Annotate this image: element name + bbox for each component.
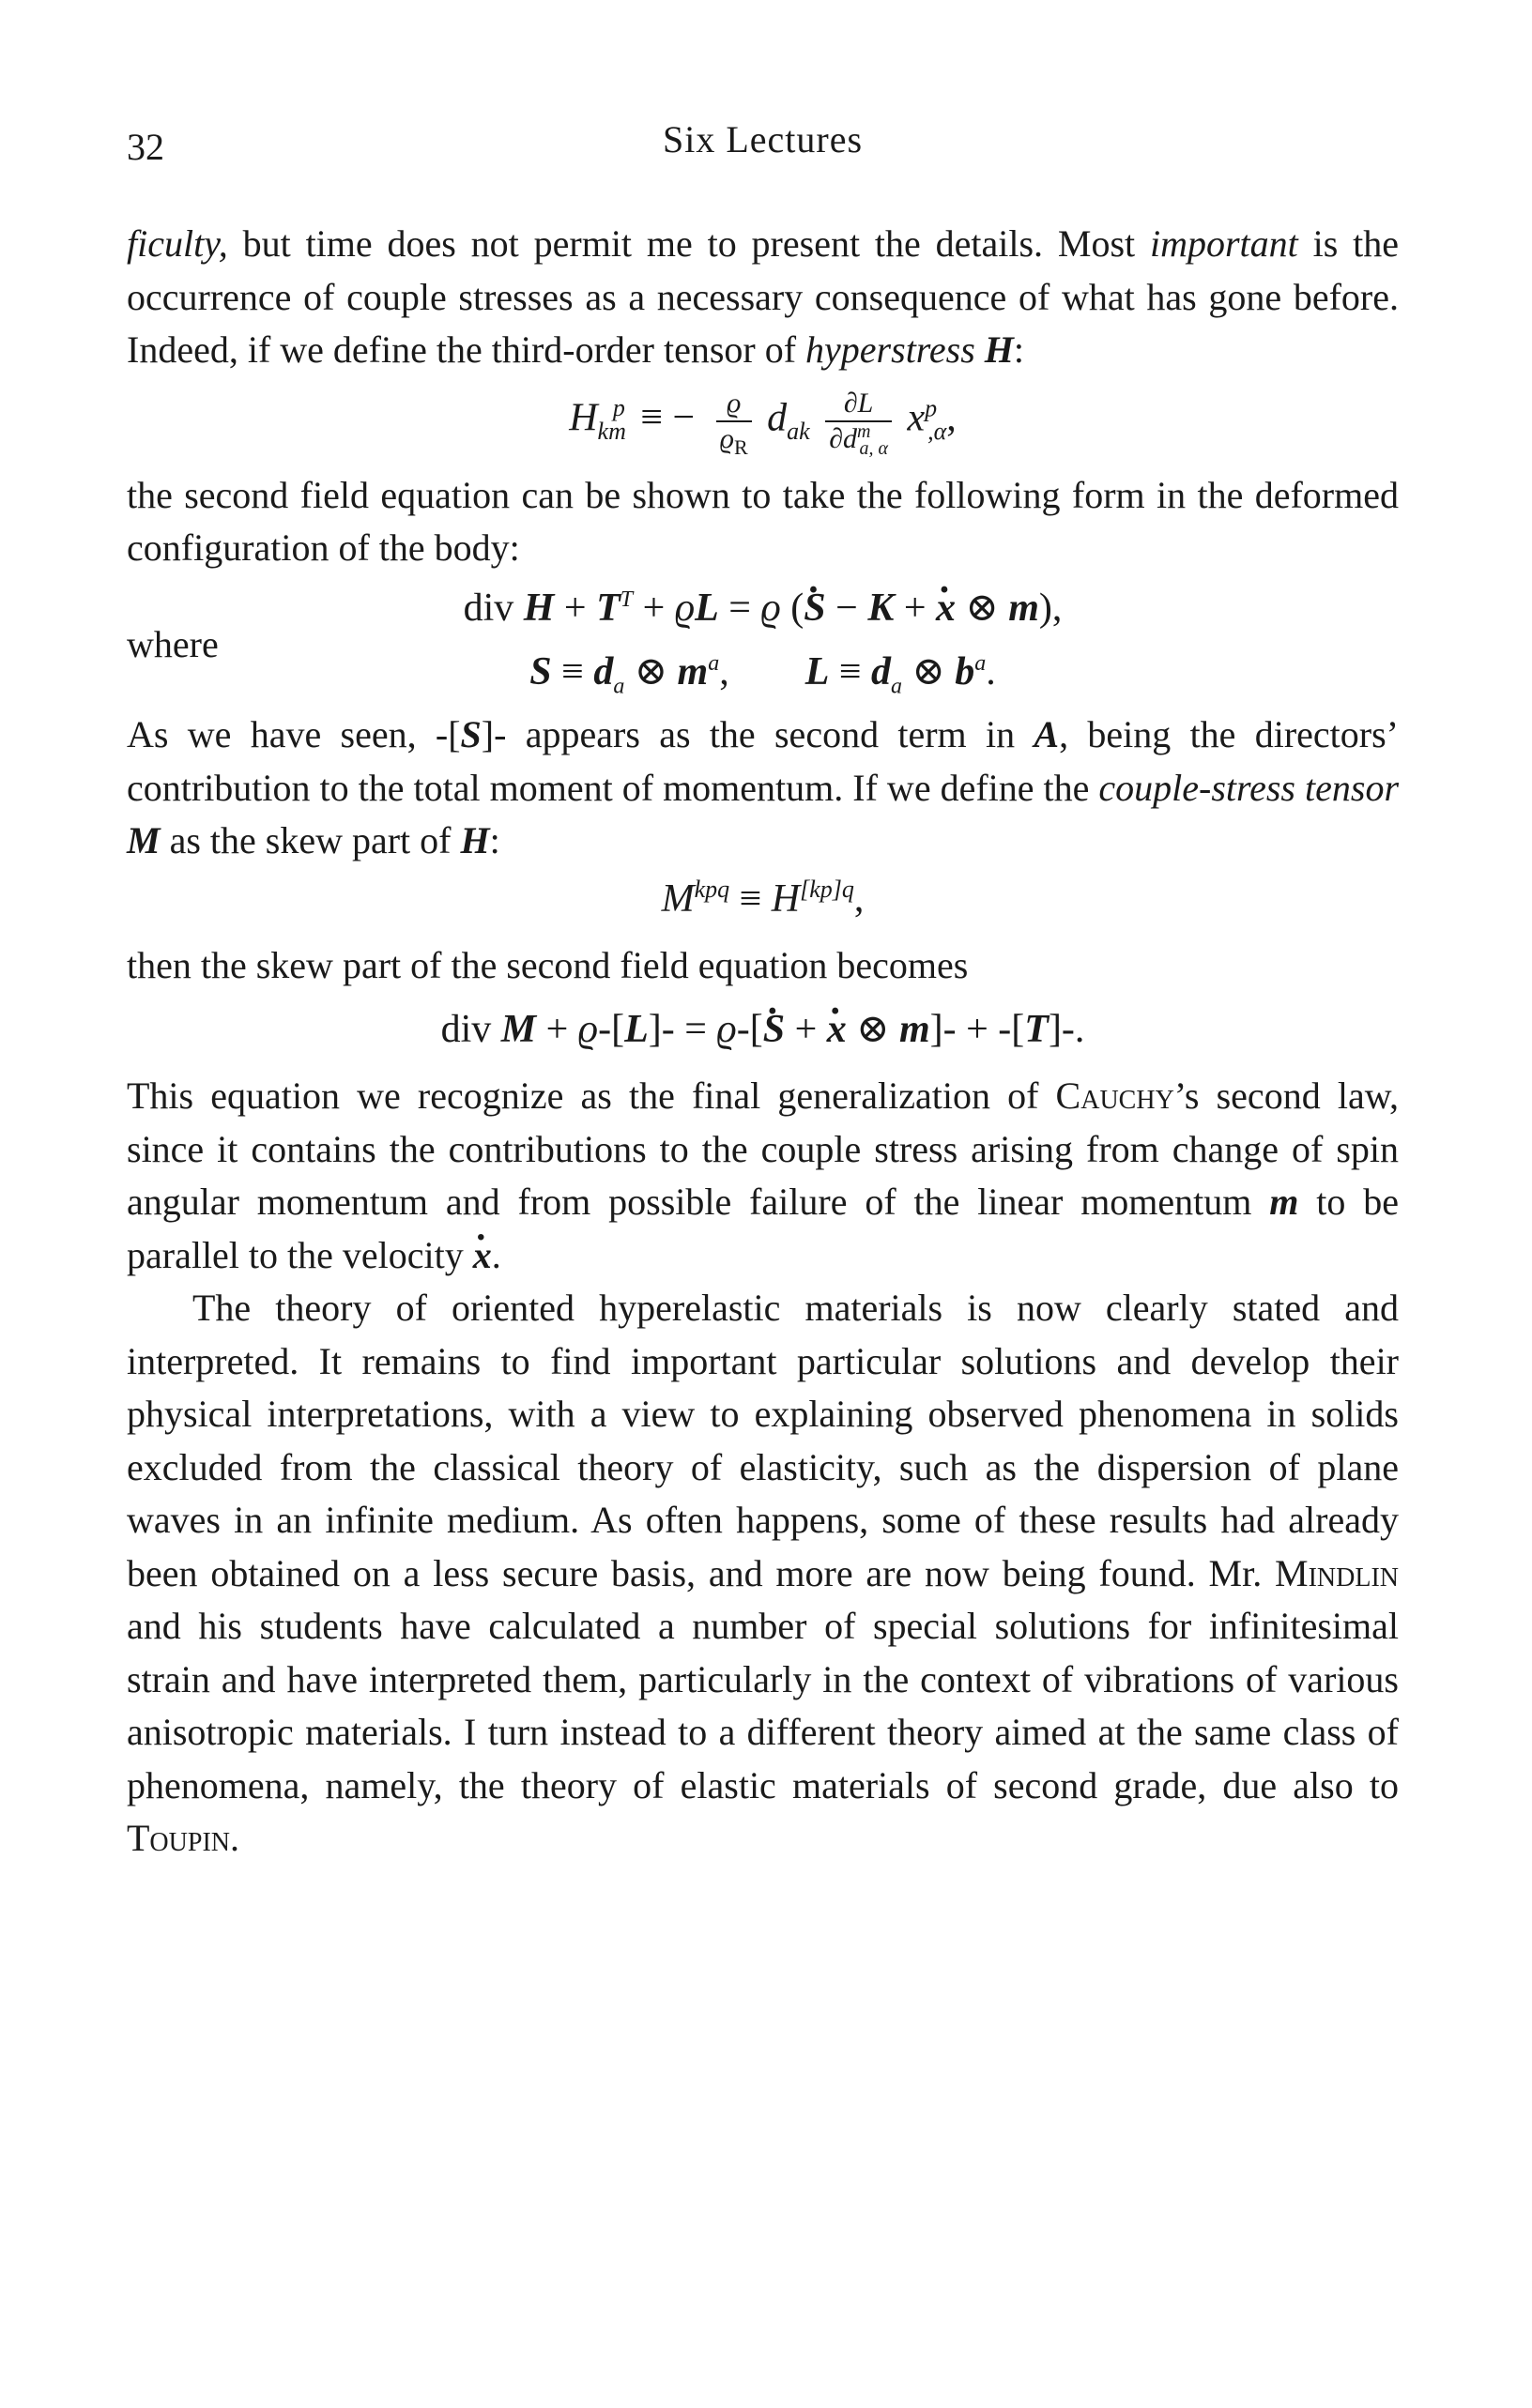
text-span: ficulty, [127,222,228,265]
page-header [127,117,1399,174]
where-block [127,585,1399,699]
text-span: . [230,1817,239,1860]
equation-second-field: div $H + T^T + ϱL = ϱ$ (S . − K + x . ⊗ m), [127,585,1399,632]
equation-definitions: $S \equiv d_a$ ⊗ $m^a$, $L \equiv d_a$ ⊗ $b^a$. [529,649,996,699]
text-span: A [1034,713,1060,756]
paragraph-3 [127,709,1399,868]
text-span: couple-stress tensor [1098,766,1400,809]
equation-skew-part: div M + ϱ-[L]- = ϱ-[S . + x . ⊗ m]- + -[T]-. [127,1006,1399,1053]
text-span: ]- appears as the second term in [481,713,1034,756]
equation-hyperstress: $H_{km}^p$ ≡ − $\frac{ϱ}{ϱ_R}$ $d_{ak}$ $\frac{\partial L}{\partial d^m_{a, \alpha}}$ $x^p_{,\alpha}$, [569,387,957,459]
text-span: m [1269,1181,1299,1224]
text-span: x . [473,1229,492,1283]
equation-couple-stress: $M^{kpq} \equiv H^{[kp]q}$, [661,875,865,921]
page-body [127,218,1399,1866]
text-span: Mindlin [1275,1551,1399,1594]
text-span: Toupin [127,1817,230,1860]
text-span: . [491,1233,501,1276]
text-span: to be parallel to the velocity [127,1181,1399,1276]
text-span: As we have seen, -[ [127,713,461,756]
text-span: M [127,819,161,862]
paragraph-5 [127,1070,1399,1282]
text-span: and his students have calculated a number of special solutions for infinitesimal strain and have interpreted them, particularly in the context of vibrations of various anisotropic materials. I turn instead to a different theory aimed at the same class of phenomena, namely, the theory of elastic materials of second grade, due also to [127,1605,1399,1806]
page-number: 32 [127,126,164,168]
text-span: This equation we recognize as the final generalization of [127,1074,1056,1118]
text-span: Cauchy [1055,1074,1174,1118]
text-span: important [1149,222,1298,265]
text-span: hyperstress [805,328,975,371]
text-span: H [460,819,490,862]
paragraph-4: then the skew part of the second field equation becomes [127,944,969,987]
paragraph-2: the second field equation can be shown to take the following form in the deformed configuration of the body: [127,473,1399,569]
text-span: , being the directors’ contribution to the total moment of momentum. If we define the [127,713,1400,809]
text-span: S [460,713,482,756]
text-span: H [984,328,1014,371]
text-span [975,328,985,371]
paragraph-6 [127,1282,1399,1866]
text-span: but time does not permit me to present the details. Most [227,222,1150,265]
text-span: ’s second law, since it contains the contributions to the couple stress arising from change of spin angular momentum and from possible failure of the linear momentum [127,1074,1399,1224]
text-span: as the skew part of [160,819,461,862]
where-label: where [127,622,219,665]
paragraph-1 [127,218,1399,377]
running-head: Six Lectures [662,118,864,160]
text-span: : [1013,328,1025,371]
text-span: : [489,819,500,862]
text-span: The theory of oriented hyperelastic materials is now clearly stated and interpreted. It remains to find important particular solutions and develop their physical interpretations, with a view to explaining observed phenomena in solids excluded from the classical theory of elasticity, such as the dispersion of plane waves in an infinite medium. As often happens, some of these results had already been obtained on a less secure basis, and more are now being found. Mr. [127,1287,1399,1594]
text-span: is the occurrence of couple stresses as a necessary consequence of what has gone before. Indeed, if we define the third-order tensor of [127,222,1399,371]
